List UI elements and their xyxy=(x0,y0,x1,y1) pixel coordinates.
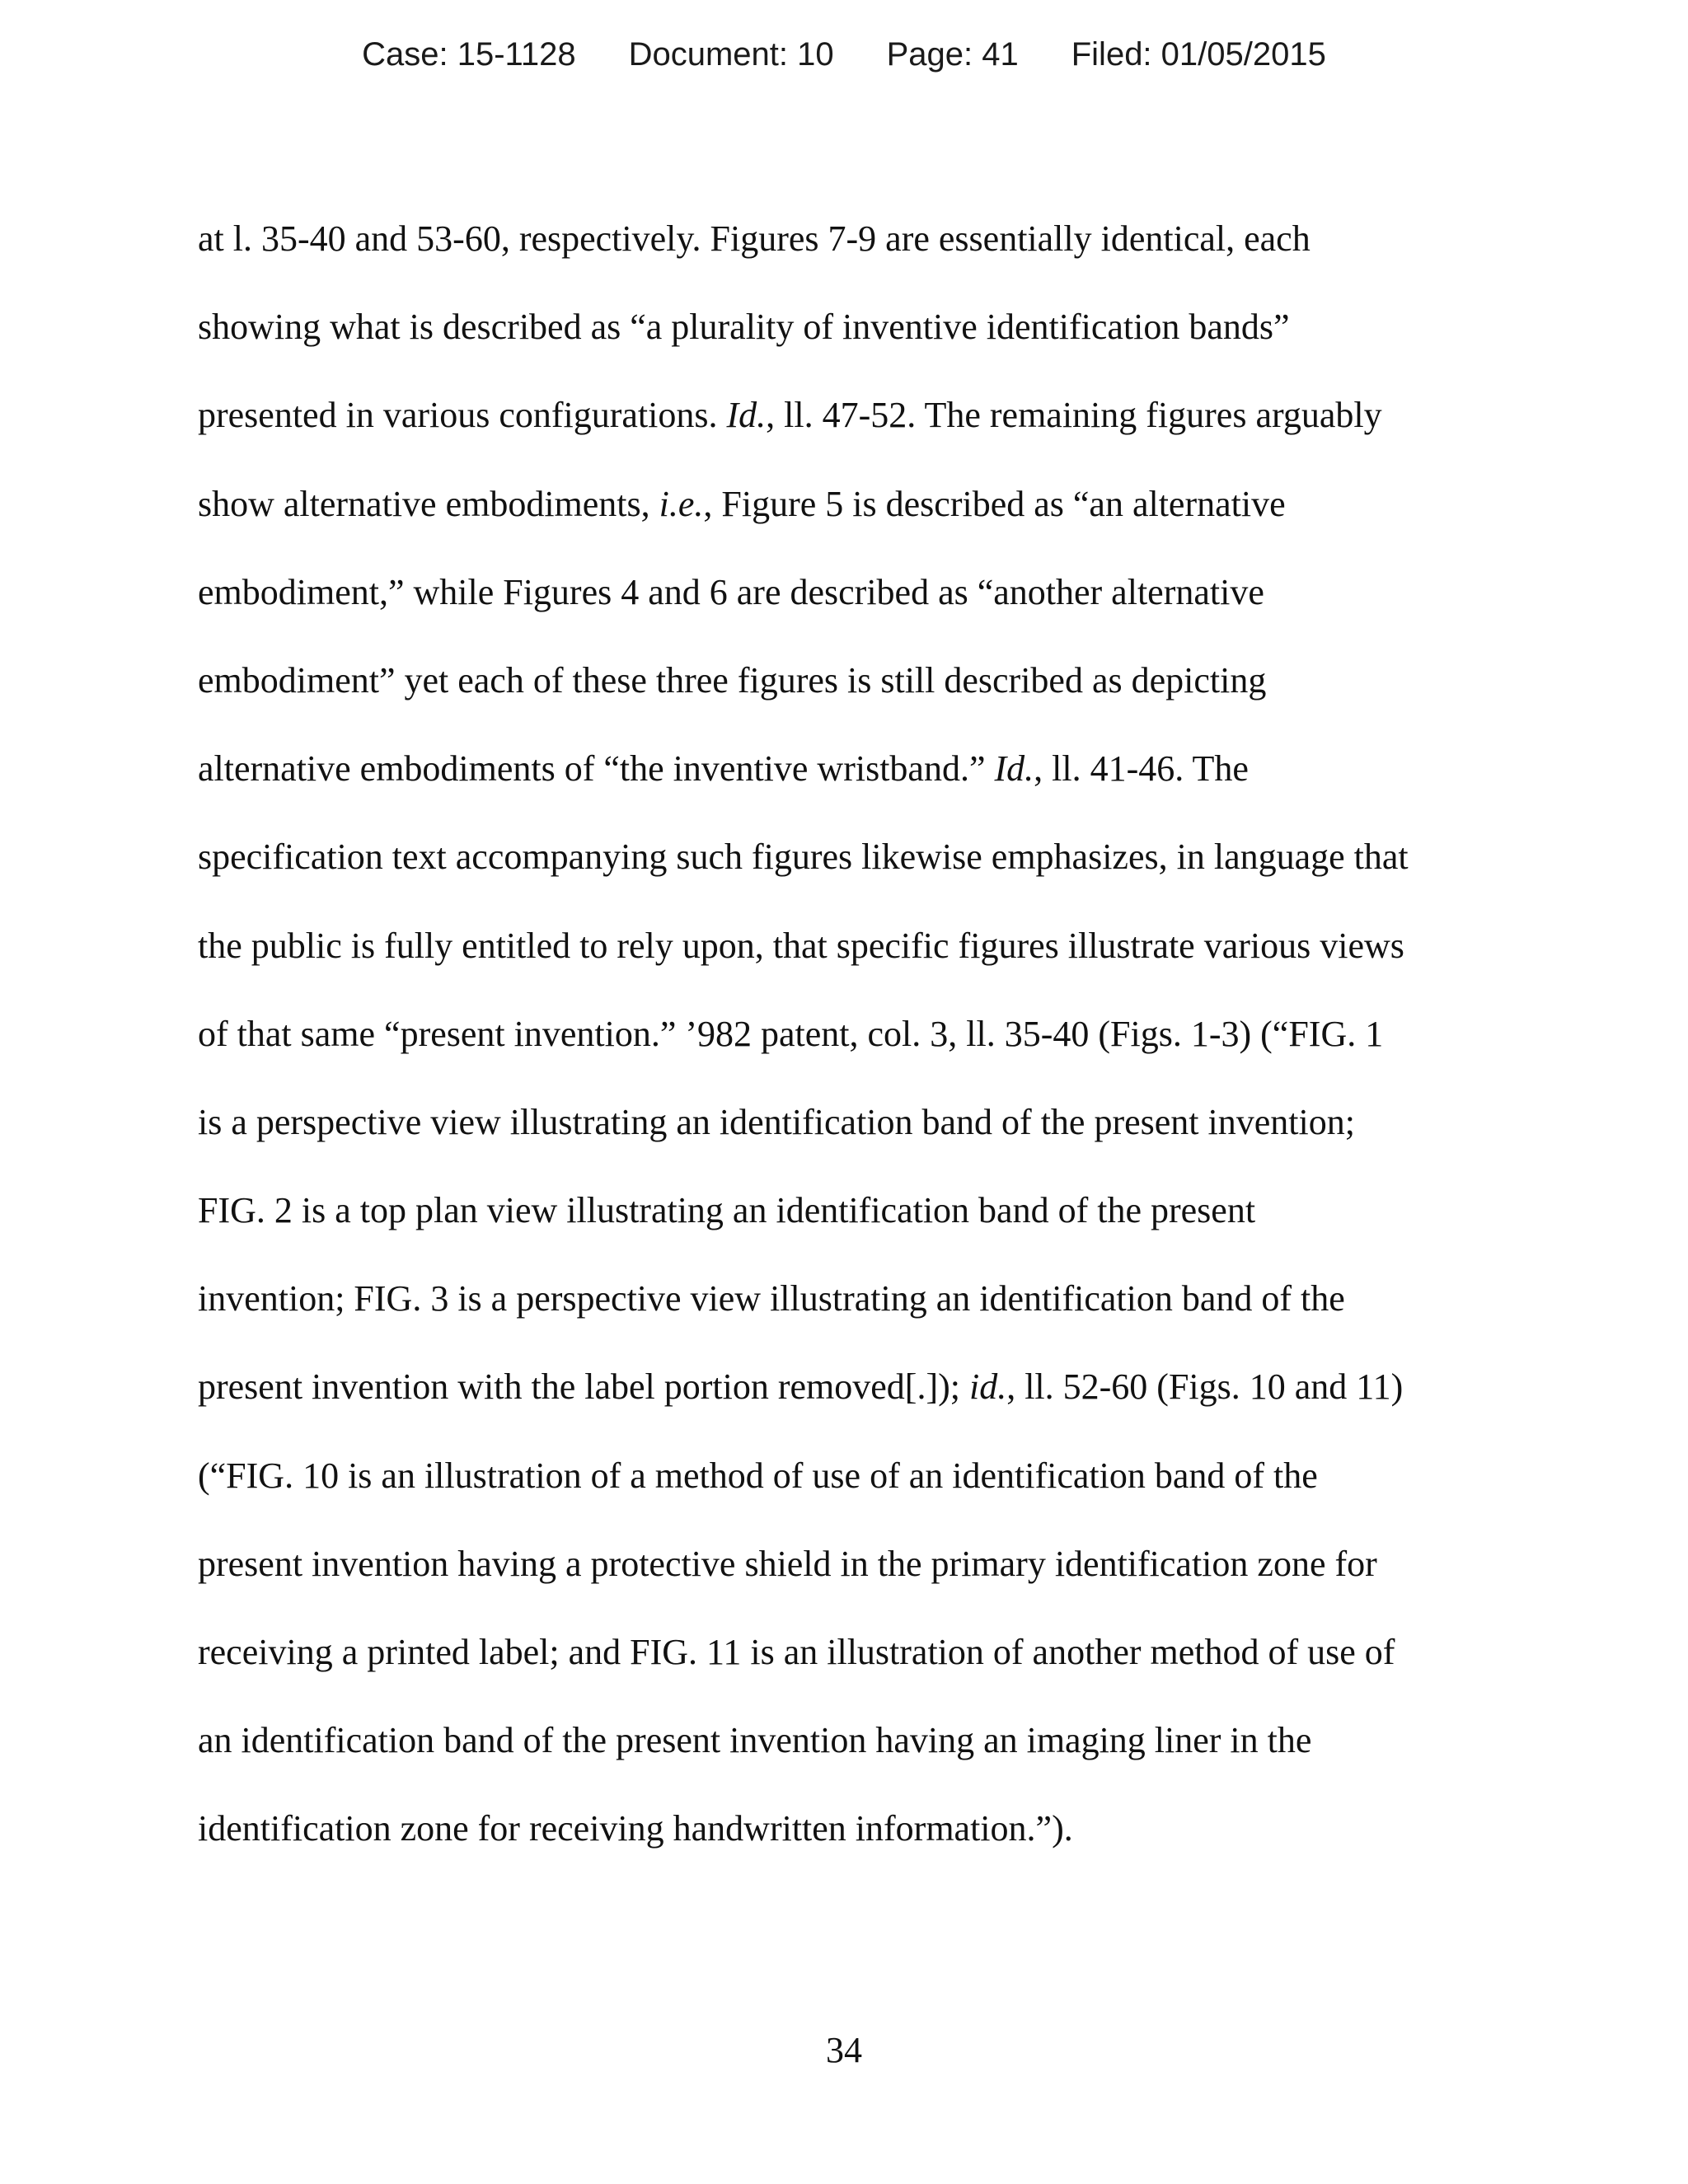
text-line xyxy=(198,194,1517,283)
text-segment: is a perspective view illustrating an identification band of the present invention; xyxy=(198,1101,1355,1142)
text-segment: present invention having a protective shield in the primary identification zone for xyxy=(198,1543,1377,1584)
text-line xyxy=(198,724,1517,813)
text-line xyxy=(198,1166,1517,1254)
text-segment: embodiment,” while Figures 4 and 6 are described as “another alternative xyxy=(198,571,1264,612)
document-number: Document: 10 xyxy=(628,36,834,73)
text-segment: showing what is described as “a plurality of inventive identification bands” xyxy=(198,307,1290,348)
text-line xyxy=(198,1696,1517,1784)
italic-citation: Id. xyxy=(726,395,767,436)
italic-citation: id. xyxy=(968,1366,1007,1408)
italic-citation: i.e. xyxy=(659,483,704,524)
text-line xyxy=(198,1432,1517,1520)
text-line xyxy=(198,1784,1517,1872)
text-line xyxy=(198,902,1517,990)
text-line xyxy=(198,1254,1517,1343)
text-segment: of that same “present invention.” ’982 patent, col. 3, ll. 35-40 (Figs. 1-3) (“FIG. 1 xyxy=(198,1013,1384,1054)
text-segment: , Figure 5 is described as “an alternative xyxy=(703,483,1286,524)
page-label: Page: 41 xyxy=(886,36,1019,73)
text-segment: show alternative embodiments, xyxy=(198,483,659,524)
text-line xyxy=(198,990,1517,1078)
text-segment: , ll. 41-46. The xyxy=(1034,748,1249,790)
text-segment: , ll. 47-52. The remaining figures arguably xyxy=(766,395,1382,436)
text-segment: specification text accompanying such figures likewise emphasizes, in language that xyxy=(198,837,1409,878)
text-line xyxy=(198,1343,1517,1431)
text-segment: (“FIG. 10 is an illustration of a method of use of an identification band of the xyxy=(198,1455,1318,1496)
text-line xyxy=(198,1078,1517,1166)
text-segment: an identification band of the present invention having an imaging liner in the xyxy=(198,1720,1312,1761)
text-line xyxy=(198,283,1517,371)
text-line xyxy=(198,813,1517,901)
text-segment: receiving a printed label; and FIG. 11 is an illustration of another method of use of xyxy=(198,1632,1395,1672)
text-line xyxy=(198,636,1517,724)
text-segment: invention; FIG. 3 is a perspective view illustrating an identification band of the xyxy=(198,1278,1345,1319)
text-line xyxy=(198,460,1517,548)
text-segment: embodiment” yet each of these three figures is still described as depicting xyxy=(198,659,1267,701)
text-line xyxy=(198,1608,1517,1696)
text-line xyxy=(198,1520,1517,1608)
text-segment: alternative embodiments of “the inventive wristband.” xyxy=(198,748,995,790)
text-line xyxy=(198,548,1517,636)
page-number: 34 xyxy=(826,2030,862,2070)
text-segment: presented in various configurations. xyxy=(198,395,727,436)
text-segment: , ll. 52-60 (Figs. 10 and 11) xyxy=(1006,1366,1404,1408)
text-segment: at l. 35-40 and 53-60, respectively. Figures 7-9 are essentially identical, each xyxy=(198,218,1311,259)
text-segment: the public is fully entitled to rely upon, that specific figures illustrate various views xyxy=(198,925,1404,966)
text-segment: FIG. 2 is a top plan view illustrating an identification band of the present xyxy=(198,1190,1256,1231)
case-number: Case: 15-1128 xyxy=(362,36,576,73)
body-text xyxy=(198,194,1517,1873)
text-line xyxy=(198,371,1517,459)
text-segment: present invention with the label portion removed[.]); xyxy=(198,1366,969,1408)
text-segment: identification zone for receiving handwritten information.”). xyxy=(198,1808,1073,1849)
filed-date: Filed: 01/05/2015 xyxy=(1071,36,1326,73)
italic-citation: Id. xyxy=(994,748,1034,790)
case-header xyxy=(0,36,1688,73)
